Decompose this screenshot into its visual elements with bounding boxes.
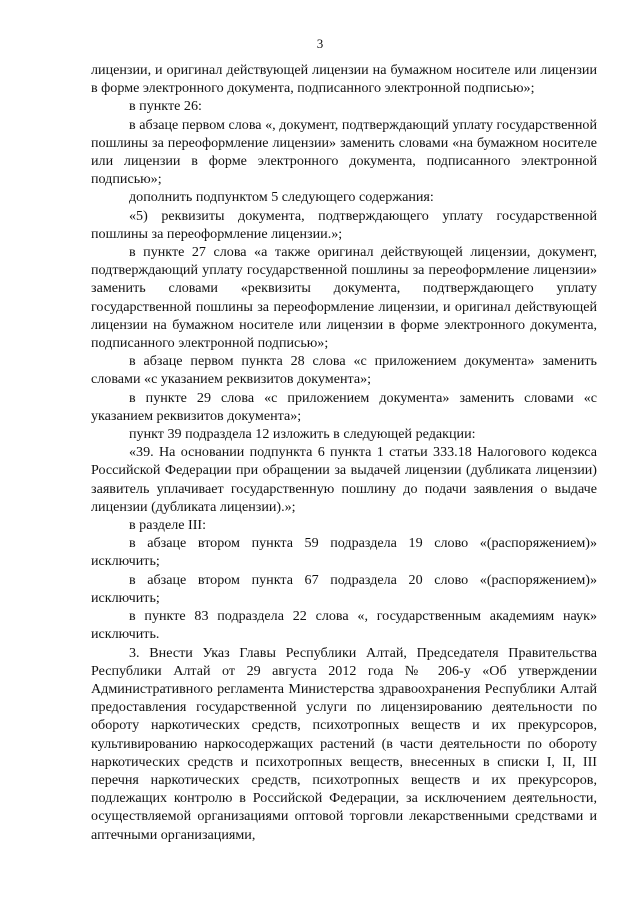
page-number: 3: [316, 36, 324, 51]
paragraph-4: дополнить подпунктом 5 следующего содержания:: [129, 189, 434, 206]
paragraph-10: «39. На основании подпункта 6 пункта 1 статьи 333.18 Налогового кодекса Российской Федерации при обращении за выдачей лицензии (дубликата лицензии) заявитель уплачивает государственную пошлину до подачи заявления о выдаче лицензии (дубликата лицензии).»;: [91, 444, 597, 515]
paragraph-11: в разделе III:: [129, 517, 207, 534]
paragraph-3: в абзаце первом слова «, документ, подтверждающий уплату государственной пошлины за переоформление лицензии» заменить словами «на бумажном носителе или лицензии в форме электронного документа, подписанного электронной подписью»;: [91, 116, 597, 188]
paragraph-13: в абзаце втором пункта 67 подраздела 20 слово «(распоряжением)» исключить;: [91, 571, 597, 606]
paragraph-7: в абзаце первом пункта 28 слова «с приложением документа» заменить словами «с указанием реквизитов документа»;: [91, 353, 597, 388]
paragraph-14: в пункте 83 подраздела 22 слова «, государственным академиям наук» исключить.: [91, 608, 597, 643]
paragraph-2: в пункте 26:: [129, 98, 202, 115]
paragraph-15: 3. Внести Указ Главы Республики Алтай, Председателя Правительства Республики Алтай от 29 августа 2012 года № 206-у «Об утверждении Административного регламента Министерства здравоохранения Республики Алтай предоставления государственной услуги по лицензированию деятельности по обороту наркотических средств, психотропных веществ и их прекурсоров, культивированию наркосодержащих растений (в части деятельности по обороту наркотических средств и психотропных веществ, внесенных в списки I, II, III перечня наркотических средств, психотропных веществ и их прекурсоров, подлежащих контролю в Российской Федерации, за исключением деятельности, осуществляемой организациями оптовой торговли лекарственными средствами и аптечными организациями,: [91, 644, 597, 843]
paragraph-8: в пункте 29 слова «с приложением документа» заменить словами «с указанием реквизитов документа»;: [91, 389, 597, 424]
paragraph-1: лицензии, и оригинал действующей лицензии на бумажном носителе или лицензии в форме электронного документа, подписанного электронной подписью»;: [91, 62, 597, 97]
paragraph-5: «5) реквизиты документа, подтверждающего уплату государственной пошлины за переоформление лицензии.»;: [91, 207, 597, 242]
document-body: [91, 61, 597, 844]
paragraph-9: пункт 39 подраздела 12 изложить в следующей редакции:: [129, 426, 476, 443]
paragraph-6: в пункте 27 слова «а также оригинал действующей лицензии, документ, подтверждающий уплату государственной пошлины за переоформление лицензии» заменить словами «реквизиты документа, подтверждающего уплату государственной пошлины за переоформление лицензии, и оригинал действующей лицензии на бумажном носителе или лицензии в форме электронного документа, подписанного электронной подписью»;: [91, 244, 597, 352]
paragraph-12: в абзаце втором пункта 59 подраздела 19 слово «(распоряжением)» исключить;: [91, 535, 597, 570]
